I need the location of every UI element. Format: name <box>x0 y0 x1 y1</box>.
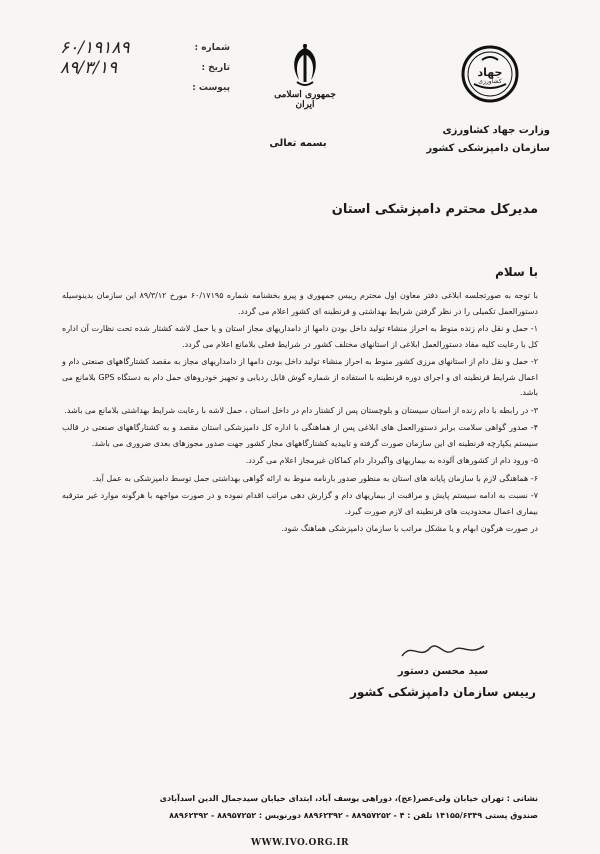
republic-text: جمهوری اسلامی ایران <box>274 90 336 110</box>
paragraph: ۶- هماهنگی لازم با سازمان پایانه های استان به منظور صدور بارنامه منوط به ارائه گواهی بهداشتی حمل توسط دامپزشکی به عمل آید. <box>92 473 538 483</box>
paragraph: ۴- صدور گواهی سلامت برابر دستورالعمل های ابلاغی پس از هماهنگی با اداره کل دامپزشکی استان مقصد و به کشتارگاههای صنعتی در قالب سیستم یکپارچه قرنطینه ای این سازمان صورت گرفته و تاییدیه کشتارگاههای مجاز کشور جهت صدور مجوزهای بعدی ضروری می باشد. <box>62 423 538 448</box>
paragraph: ۲- حمل و نقل دام از استانهای مرزی کشور منوط به احراز منشاء تولید داخل بودن دامها از دامداریهای مجاز به مقصد کشتارگاههای صنعتی دام و اعمال شرایط قرنطینه ای و اجرای دوره قرنطینه با استفاده از شماره گوش قابل ردیابی و تجهیز خودروهای حمل دام به دستگاه GPS بلامانع می باشد. <box>62 357 538 397</box>
emblem-icon <box>287 42 323 88</box>
reference-number-row <box>60 38 230 58</box>
iran-emblem <box>270 42 340 110</box>
footer-contact: صندوق پستی ۱۴۱۵۵/۶۳۴۹ تلفن : ۴ - ۸۸۹۵۷۲۵۲ - ۸۸۹۶۲۳۹۲ دورنویس : ۸۸۹۵۷۲۵۲ - ۸۸۹۶۲۳۹۲ <box>169 811 538 820</box>
paragraph: ۵- ورود دام از کشورهای آلوده به بیماریهای واگیردار دام کماکان غیرمجاز اعلام می گردد. <box>245 456 538 465</box>
letter-body <box>62 288 538 539</box>
jihad-logo <box>460 44 520 104</box>
paragraph: در صورت هرگون ابهام و یا مشکل مراتب با سازمان دامپزشکی هماهنگ شود. <box>281 524 538 533</box>
besmeh-text: بسمه تعالی <box>269 138 327 149</box>
reference-date-row <box>60 58 230 78</box>
addressee: مدیرکل محترم دامپزشکی استان <box>331 202 538 217</box>
paragraph: ۱- حمل و نقل دام زنده منوط به احراز منشاء تولید داخل بودن دامها از دامداریهای مجاز استان و یا حمل لاشه کشتار شده تحت نظارت آن اداره کل با رعایت کلیه مفاد دستورالعمل ابلاغی از استانهای مختلف کشور در شرایط فعلی بلامانع اعلام می گردد. <box>62 324 538 349</box>
signer-title: رییس سازمان دامپزشکی کشور <box>350 685 536 699</box>
ministry-block <box>350 122 550 158</box>
ministry-name: وزارت جهاد کشاورزی <box>442 125 550 136</box>
reference-date-value: ۸۹/۳/۱۹ <box>60 58 118 78</box>
organization-name: سازمان دامپزشکی کشور <box>426 143 550 154</box>
logo-text-top: جهاد <box>477 66 503 79</box>
reference-number-label: شماره : <box>194 43 230 53</box>
paragraph: ۳- در رابطه با دام زنده از استان سیستان و بلوچستان پس از کشتار دام در داخل استان ، حمل لاشه با رعایت شرایط بهداشتی بلامانع می باشد. <box>64 405 538 415</box>
reference-date-label: تاریخ : <box>201 63 230 73</box>
paragraph: ۷- نسبت به ادامه سیستم پایش و مراقبت از بیماریهای دام و گزارش دهی مراتب اقدام نموده و در صورت مواجهه با هرگونه موارد غیر مترقبه بیماری اعمال محدودیت های قرنطینه ای لازم صورت گیرد. <box>62 491 538 516</box>
reference-block <box>60 38 230 98</box>
footer-address: نشانی : تهران خیابان ولی‌عصر(عج)، دوراهی یوسف آباد، ابتدای خیابان سیدجمال الدین اسدآبادی <box>159 794 538 803</box>
reference-attachment-label: پیوست : <box>192 83 230 93</box>
signature-scribble <box>398 640 488 662</box>
signer-name: سید محسن دستور <box>397 666 489 677</box>
paragraph: با توجه به صورتجلسه ابلاغی دفتر معاون اول محترم رییس جمهوری و پیرو بخشنامه شماره ۶۰/۱۷۱۹۵ مورخ ۸۹/۳/۱۲ این سازمان بدینوسیله دستورالعمل تکمیلی را در نظر گرفتن شرایط بهداشتی و قرنطینه ای کشور اعلام می گردد. <box>62 291 539 316</box>
greeting: با سلام <box>495 265 538 279</box>
signature-block <box>348 640 538 699</box>
logo-text-bottom: کشاورزی <box>478 78 502 85</box>
reference-attachment-row <box>60 78 230 98</box>
footer-website: WWW.IVO.ORG.IR <box>250 838 350 848</box>
reference-number-value: ۶۰/۱۹۱۸۹ <box>60 38 130 58</box>
footer <box>62 790 538 824</box>
